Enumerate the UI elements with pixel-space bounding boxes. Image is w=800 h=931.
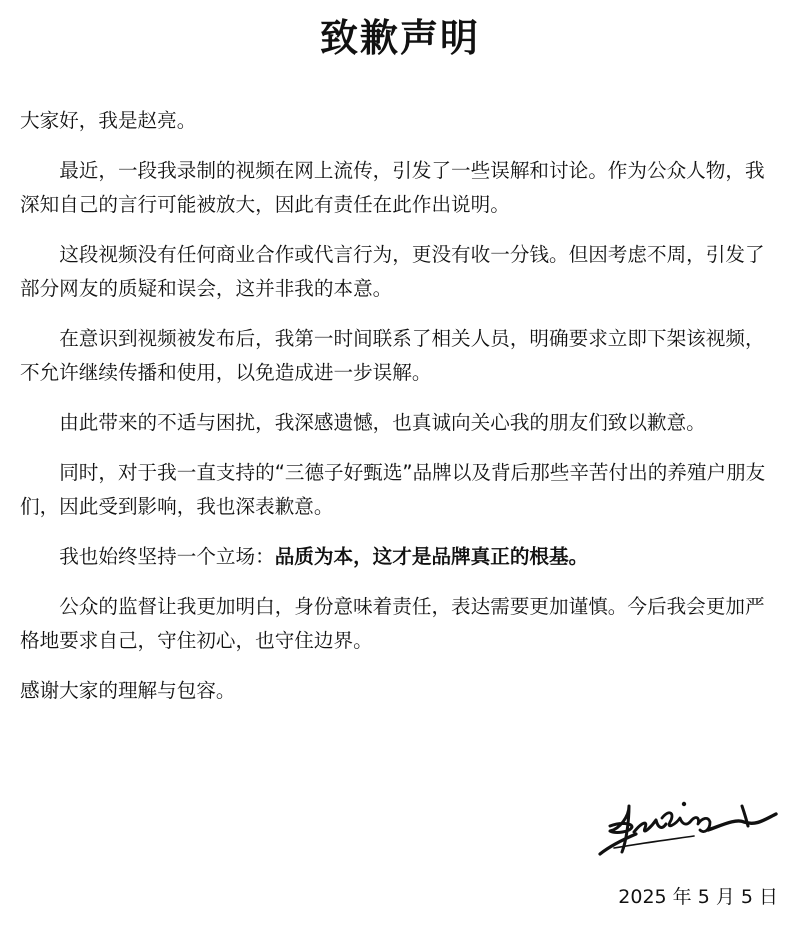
document-title: 致歉声明 <box>319 16 480 60</box>
handwritten-signature-icon <box>596 796 780 858</box>
stance-bold-text: 品质为本，这才是品牌真正的根基。 <box>274 545 589 568</box>
document-date: 2025 年 5 月 5 日 <box>618 886 778 908</box>
paragraph-takedown: 在意识到视频被发布后，我第一时间联系了相关人员，明确要求立即下架该视频，不允许继续传播和使用，以免造成进一步误解。 <box>20 327 765 384</box>
paragraph-no-commercial: 这段视频没有任何商业合作或代言行为，更没有收一分钱。但因考虑不周，引发了部分网友的质疑和误会，这并非我的本意。 <box>20 243 765 300</box>
paragraph-video-circulation: 最近，一段我录制的视频在网上流传，引发了一些误解和讨论。作为公众人物，我深知自己的言行可能被放大，因此有责任在此作出说明。 <box>20 159 765 216</box>
document-body <box>20 104 782 724</box>
stance-text: 我也始终坚持一个立场： <box>59 545 275 568</box>
paragraph-responsibility: 公众的监督让我更加明白，身份意味着责任，表达需要更加谨慎。今后我会更加严格地要求自己，守住初心，也守住边界。 <box>20 595 765 652</box>
paragraph-regret: 由此带来的不适与困扰，我深感遗憾，也真诚向关心我的朋友们致以歉意。 <box>59 411 706 434</box>
greeting-paragraph: 大家好，我是赵亮。 <box>20 109 197 132</box>
paragraph-brand-apology: 同时，对于我一直支持的“三德子好甄选”品牌以及背后那些辛苦付出的养殖户朋友们，因此受到影响，我也深表歉意。 <box>20 461 766 518</box>
paragraph-thanks: 感谢大家的理解与包容。 <box>20 679 236 702</box>
paragraph-stance <box>20 540 782 574</box>
